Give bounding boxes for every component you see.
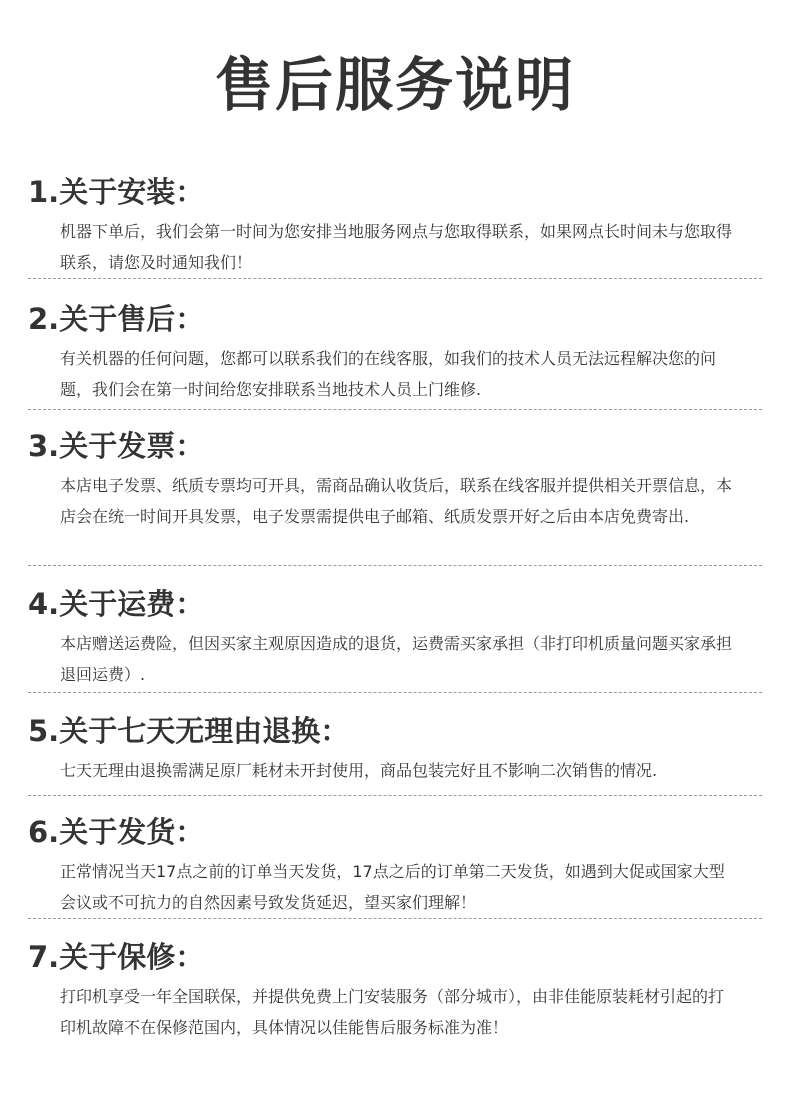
section-body: 打印机享受一年全国联保，并提供免费上门安装服务（部分城市），由非佳能原装耗材引起的打印机故障不在保修范国内，具体情况以佳能售后服务标准为准！	[60, 987, 725, 1037]
service-sections	[0, 170, 790, 1045]
section-body: 本店电子发票、纸质专票均可开具，需商品确认收货后，联系在线客服并提供相关开票信息，本店会在统一时间开具发票，电子发票需提供电子邮箱、纸质发票开好之后由本店免费寄出.	[60, 476, 733, 526]
section-body: 正常情况当天17点之前的订单当天发货，17点之后的订单第二天发货，如遇到大促或国家大型会议或不可抗力的自然因素号致发货延迟，望买家们理解！	[60, 862, 725, 912]
section-divider	[28, 565, 762, 566]
section-divider	[28, 278, 762, 279]
section-heading: 3.关于发票：	[28, 429, 205, 463]
section-heading: 2.关于售后：	[28, 302, 205, 336]
section-heading: 7.关于保修：	[28, 940, 205, 974]
section-delivery	[0, 810, 790, 918]
section-divider	[28, 795, 762, 796]
section-divider	[28, 409, 762, 410]
section-after-sales	[0, 297, 790, 409]
section-divider	[28, 692, 762, 693]
section-body: 有关机器的任何问题，您都可以联系我们的在线客服，如我们的技术人员无法远程解决您的问题，我们会在第一时间给您安排联系当地技术人员上门维修.	[60, 349, 717, 399]
section-divider	[28, 918, 762, 919]
section-heading: 4.关于运费：	[28, 587, 205, 621]
section-warranty	[0, 935, 790, 1045]
section-body: 本店赠送运费险，但因买家主观原因造成的退货，运费需买家承担（非打印机质量问题买家承担退回运费）.	[60, 634, 733, 684]
section-installation	[0, 170, 790, 278]
section-seven-day-return	[0, 709, 790, 795]
section-body: 七天无理由退换需满足原厂耗材未开封使用，商品包装完好且不影响二次销售的情况.	[60, 761, 658, 780]
section-shipping-fee	[0, 582, 790, 692]
section-heading: 1.关于安装：	[28, 175, 205, 209]
section-heading: 5.关于七天无理由退换：	[28, 714, 350, 748]
page-title: 售后服务说明	[214, 51, 575, 119]
section-heading: 6.关于发货：	[28, 815, 205, 849]
section-body: 机器下单后，我们会第一时间为您安排当地服务网点与您取得联系，如果网点长时间未与您取得联系，请您及时通知我们！	[60, 222, 733, 272]
section-invoice	[0, 424, 790, 565]
